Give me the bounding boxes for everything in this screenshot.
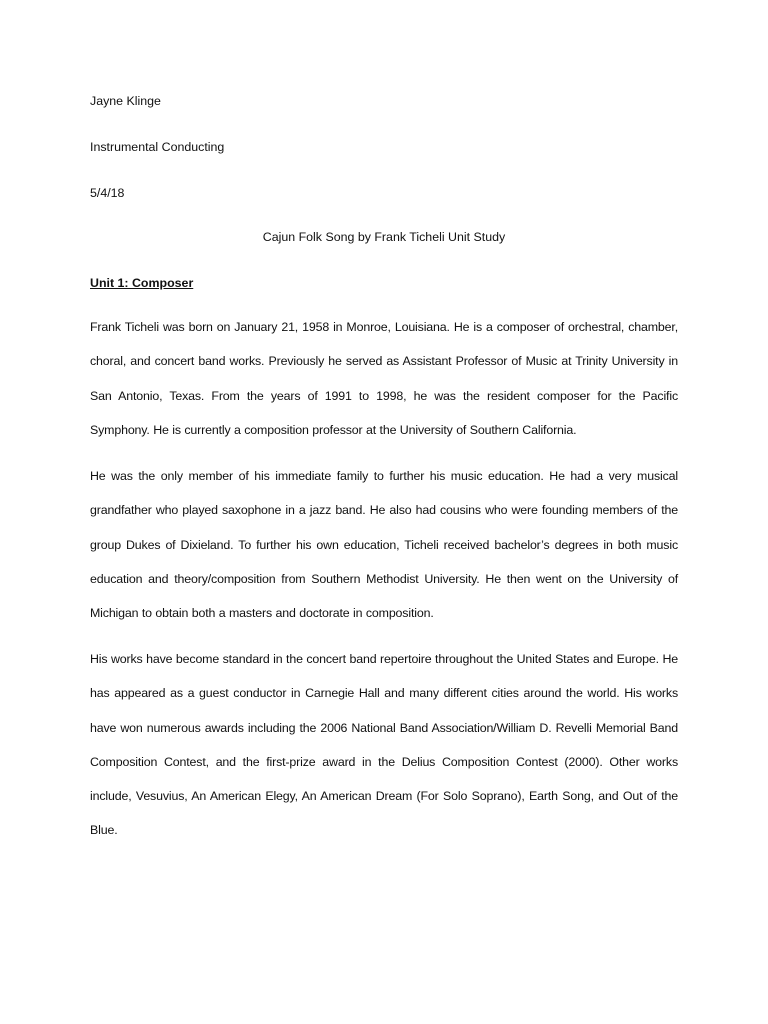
document-title: Cajun Folk Song by Frank Ticheli Unit Study <box>262 230 506 244</box>
document-date: 5/4/18 <box>90 186 125 200</box>
paragraph-2: He was the only member of his immediate family to further his music education. He had a very musical grandfather who played saxophone in a jazz band. He also had cousins who were founding members of the group Dukes of Dixieland. To further his own education, Ticheli received bachelor’s degrees in both music education and theory/composition from Southern Methodist University. He then went on the University of Michigan to obtain both a masters and doctorate in composition. <box>90 469 678 621</box>
author-name: Jayne Klinge <box>90 94 161 108</box>
paragraph-3: His works have become standard in the concert band repertoire throughout the United States and Europe. He has appeared as a guest conductor in Carnegie Hall and many different cities around the world. His works have won numerous awards including the 2006 National Band Association/William D. Revelli Memorial Band Composition Contest, and the first-prize award in the Delius Composition Contest (2000). Other works include, Vesuvius, An American Elegy, An American Dream (For Solo Soprano), Earth Song, and Out of the Blue. <box>90 652 678 838</box>
section-heading: Unit 1: Composer <box>90 276 194 290</box>
paragraph-1: Frank Ticheli was born on January 21, 1958 in Monroe, Louisiana. He is a composer of orchestral, chamber, choral, and concert band works. Previously he served as Assistant Professor of Music at Trinity University in San Antonio, Texas. From the years of 1991 to 1998, he was the resident composer for the Pacific Symphony. He is currently a composition professor at the University of Southern California. <box>90 320 678 437</box>
document-page <box>90 0 678 1024</box>
course-name: Instrumental Conducting <box>90 140 225 154</box>
